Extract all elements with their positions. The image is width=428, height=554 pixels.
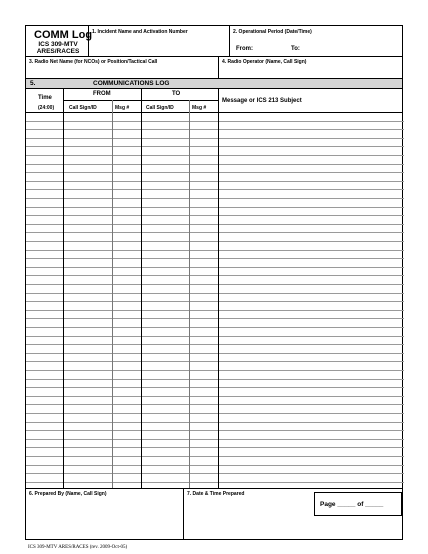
log-row[interactable] xyxy=(26,301,404,302)
radio-operator-field[interactable] xyxy=(219,65,402,78)
log-row[interactable] xyxy=(26,293,404,294)
col-message-header: Message or ICS 213 Subject xyxy=(222,98,302,104)
log-row[interactable] xyxy=(26,207,404,208)
log-row[interactable] xyxy=(26,241,404,242)
log-row[interactable] xyxy=(26,172,404,173)
log-row[interactable] xyxy=(26,275,404,276)
col-from-callsign-header: Call Sign/ID xyxy=(69,105,97,111)
log-row[interactable] xyxy=(26,422,404,423)
radio-net-field[interactable] xyxy=(26,65,218,78)
log-row[interactable] xyxy=(26,215,404,216)
form-revision-footer: ICS 309-MTV ARES/RACES (rev. 2009-Oct-05) xyxy=(28,545,128,550)
log-row[interactable] xyxy=(26,379,404,380)
prepared-by-field[interactable] xyxy=(26,497,183,539)
log-row[interactable] xyxy=(26,155,404,156)
form-title: COMM Log xyxy=(34,29,93,41)
from-label: From: xyxy=(236,46,253,52)
section-number: 5. xyxy=(30,80,36,87)
log-row[interactable] xyxy=(26,258,404,259)
log-row[interactable] xyxy=(26,164,404,165)
form-subtitle-code: ICS 309-MTV xyxy=(38,41,78,48)
log-row[interactable] xyxy=(26,318,404,319)
log-row[interactable] xyxy=(26,456,404,457)
log-row[interactable] xyxy=(26,439,404,440)
log-row[interactable] xyxy=(26,473,404,474)
log-row[interactable] xyxy=(26,387,404,388)
page-number-label[interactable]: Page _____ of _____ xyxy=(320,501,384,508)
col-time-subheader: (24:00) xyxy=(38,105,55,111)
log-row[interactable] xyxy=(26,224,404,225)
log-row[interactable] xyxy=(26,482,404,483)
col-to-callsign-header: Call Sign/ID xyxy=(146,105,174,111)
col-to-msg-header: Msg # xyxy=(192,105,207,111)
incident-name-label: 1. Incident Name and Activation Number xyxy=(92,29,188,35)
log-row[interactable] xyxy=(26,129,404,130)
radio-operator-label: 4. Radio Operator (Name, Call Sign) xyxy=(222,59,307,65)
log-row[interactable] xyxy=(26,284,404,285)
log-row[interactable] xyxy=(26,353,404,354)
log-row[interactable] xyxy=(26,430,404,431)
to-label: To: xyxy=(291,46,300,52)
section-title: COMMUNICATIONS LOG xyxy=(93,80,170,87)
log-row[interactable] xyxy=(26,327,404,328)
log-row[interactable] xyxy=(26,250,404,251)
log-row[interactable] xyxy=(26,361,404,362)
log-row[interactable] xyxy=(26,336,404,337)
operational-period-field[interactable] xyxy=(230,35,402,56)
col-from-header: FROM xyxy=(93,91,111,97)
col-to-header: TO xyxy=(172,91,181,97)
form-frame xyxy=(25,25,403,540)
col-from-msg-header: Msg # xyxy=(115,105,130,111)
log-row[interactable] xyxy=(26,146,404,147)
log-row[interactable] xyxy=(26,413,404,414)
log-row[interactable] xyxy=(26,138,404,139)
log-row[interactable] xyxy=(26,121,404,122)
log-row[interactable] xyxy=(26,189,404,190)
form-subtitle-org: ARES/RACES xyxy=(36,48,80,55)
log-row[interactable] xyxy=(26,396,404,397)
operational-period-label: 2. Operational Period (Date/Time) xyxy=(233,29,312,35)
log-row[interactable] xyxy=(26,465,404,466)
comm-log-section-band xyxy=(26,78,402,89)
log-row[interactable] xyxy=(26,198,404,199)
log-row[interactable] xyxy=(26,232,404,233)
incident-name-field[interactable] xyxy=(89,35,229,56)
date-time-prepared-label: 7. Date & Time Prepared xyxy=(187,491,245,497)
prepared-by-label: 6. Prepared By (Name, Call Sign) xyxy=(29,491,107,497)
log-row[interactable] xyxy=(26,370,404,371)
log-row[interactable] xyxy=(26,404,404,405)
log-row[interactable] xyxy=(26,267,404,268)
col-time-header: Time xyxy=(38,95,52,101)
log-row[interactable] xyxy=(26,447,404,448)
log-row[interactable] xyxy=(26,181,404,182)
log-row[interactable] xyxy=(26,310,404,311)
log-row[interactable] xyxy=(26,344,404,345)
radio-net-label: 3. Radio Net Name (for NCOs) or Position/Tactical Call xyxy=(29,59,158,65)
date-time-prepared-field[interactable] xyxy=(184,497,314,522)
